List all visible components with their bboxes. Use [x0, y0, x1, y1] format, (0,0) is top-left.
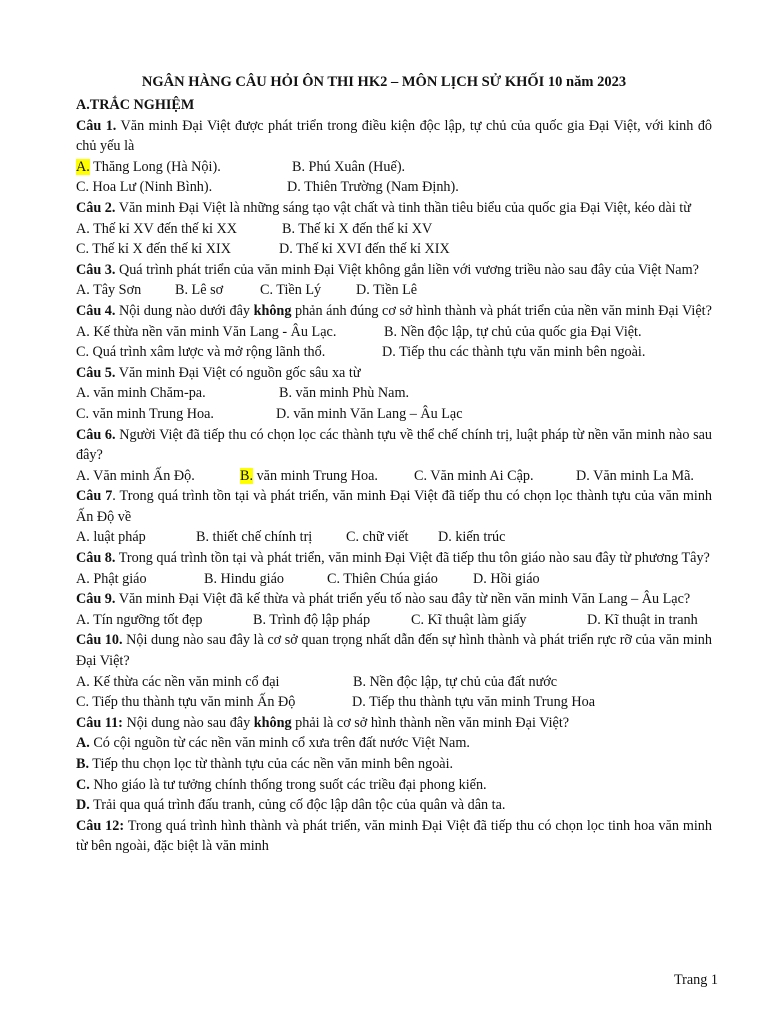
page-number: Trang 1 [673, 972, 718, 988]
q8-option-a: A. Phật giáo [76, 570, 147, 587]
q2-option-a: A. Thế kỉ XV đến thế kỉ XX [76, 220, 238, 237]
question-8: Câu 8. Trong quá trình tồn tại và phát triển, văn minh Đại Việt đã tiếp thu tôn giáo nào sau đây từ phương Tây? [76, 550, 710, 567]
question-2: Câu 2. Văn minh Đại Việt là những sáng tạo vật chất và tinh thần tiêu biểu của quốc gia Đại Việt, kéo dài từ [76, 199, 691, 216]
q4-option-a: A. Kế thừa nền văn minh Văn Lang - Âu Lạc. [76, 323, 337, 340]
q1-option-d: D. Thiên Trường (Nam Định). [287, 179, 459, 196]
q3-option-d: D. Tiền Lê [356, 282, 418, 299]
q1-options-row-2 [76, 177, 712, 198]
q4-option-d: D. Tiếp thu các thành tựu văn minh bên ngoài. [382, 344, 646, 361]
q11-option-b: B. Tiếp thu chọn lọc từ thành tựu của các nền văn minh bên ngoài. [76, 756, 454, 772]
document-title: NGÂN HÀNG CÂU HỎI ÔN THI HK2 – MÔN LỊCH SỬ KHỐI 10 năm 2023 [141, 74, 627, 90]
question-10: Câu 10. Nội dung nào sau đây là cơ sở quan trọng nhất dẫn đến sự hình thành và phát triển rực rỡ của văn minh Đại Việt? [76, 632, 712, 670]
q7-option-d: D. kiến trúc [438, 529, 506, 546]
q9-option-b: B. Trình độ lập pháp [253, 611, 371, 628]
q1-option-c: C. Hoa Lư (Ninh Bình). [76, 179, 213, 196]
q2-options-row-1 [76, 219, 712, 240]
q5-options-row-1 [76, 383, 712, 404]
q4-option-b: B. Nền độc lập, tự chủ của quốc gia Đại Việt. [384, 323, 642, 340]
q4-options-row-2 [76, 342, 712, 363]
question-3: Câu 3. Quá trình phát triển của văn minh Đại Việt không gắn liền với vương triều nào sau đây của Việt Nam? [76, 261, 699, 278]
q3-option-a: A. Tây Sơn [76, 282, 142, 299]
q10-options-row-2 [76, 692, 712, 713]
q3-options-row [76, 280, 712, 301]
q10-option-a: A. Kế thừa các nền văn minh cổ đại [76, 673, 280, 690]
q6-options-row [76, 466, 712, 487]
q11-option-c: C. Nho giáo là tư tưởng chính thống trong suốt các triều đại phong kiến. [76, 776, 487, 793]
question-5: Câu 5. Văn minh Đại Việt có nguồn gốc sâu xa từ [76, 364, 361, 381]
q8-options-row [76, 569, 712, 590]
q7-options-row [76, 527, 712, 548]
q4-options-row-1 [76, 322, 712, 343]
q9-option-c: C. Kĩ thuật làm giấy [411, 611, 527, 628]
question-7: Câu 7. Trong quá trình tồn tại và phát triển, văn minh Đại Việt đã tiếp thu có chọn lọc thành tựu của văn minh Ấn Độ về [76, 488, 713, 525]
q1-options-row-1 [76, 157, 712, 178]
q7-option-b: B. thiết chế chính trị [196, 529, 313, 546]
q1-option-b: B. Phú Xuân (Huế). [292, 158, 406, 175]
q6-option-c: C. Văn minh Ai Cập. [414, 467, 534, 484]
q3-option-b: B. Lê sơ [175, 282, 224, 299]
q8-option-d: D. Hồi giáo [473, 570, 540, 587]
q8-option-b: B. Hindu giáo [204, 570, 284, 587]
q6-option-a: A. Văn minh Ấn Độ. [76, 467, 195, 484]
q5-option-b: B. văn minh Phù Nam. [279, 385, 410, 402]
q10-options-row-1 [76, 672, 712, 693]
q2-option-d: D. Thế kỉ XVI đến thế kỉ XIX [279, 241, 450, 258]
q6-option-d: D. Văn minh La Mã. [576, 467, 694, 484]
q9-option-a: A. Tín ngưỡng tốt đẹp [76, 611, 203, 628]
q5-option-c: C. văn minh Trung Hoa. [76, 405, 214, 422]
q5-option-d: D. văn minh Văn Lang – Âu Lạc [276, 405, 463, 422]
q10-option-b: B. Nền độc lập, tự chủ của đất nước [353, 673, 558, 690]
q8-option-c: C. Thiên Chúa giáo [327, 570, 438, 587]
q9-options-row [76, 610, 712, 631]
q2-option-b: B. Thế kỉ X đến thế kỉ XV [282, 220, 433, 237]
document-content [76, 95, 712, 857]
q4-option-c: C. Quá trình xâm lược và mở rộng lãnh thổ. [76, 344, 326, 361]
q2-option-c: C. Thế kỉ X đến thế kỉ XIX [76, 241, 231, 258]
question-4: Câu 4. Nội dung nào dưới đây không phản ánh đúng cơ sở hình thành và phát triển của nền văn minh Đại Việt? [76, 302, 712, 319]
q10-option-d: D. Tiếp thu thành tựu văn minh Trung Hoa [352, 694, 595, 711]
q10-option-c: C. Tiếp thu thành tựu văn minh Ấn Độ [76, 694, 296, 711]
q5-option-a: A. văn minh Chăm-pa. [76, 385, 206, 402]
answer-highlight: A. [76, 158, 90, 175]
q3-option-c: C. Tiền Lý [260, 282, 322, 299]
question-11: Câu 11: Nội dung nào sau đây không phải là cơ sở hình thành nền văn minh Đại Việt? [76, 714, 570, 731]
q7-option-c: C. chữ viết [346, 529, 409, 546]
q11-option-d: D. Trải qua quá trình đấu tranh, củng cố độc lập dân tộc của quân và dân ta. [76, 797, 506, 814]
answer-highlight: B. [240, 467, 254, 484]
question-1: Câu 1. Văn minh Đại Việt được phát triển trong điều kiện độc lập, tự chủ của quốc gia Đại Việt, với kinh đô chủ yếu là [76, 117, 713, 155]
question-12: Câu 12: Trong quá trình hình thành và phát triển, văn minh Đại Việt đã tiếp thu có chọn lọc tinh hoa văn minh từ bên ngoài, đặc biệt là văn minh [76, 817, 712, 855]
q5-options-row-2 [76, 404, 712, 425]
q1-option-a: A. Thăng Long (Hà Nội). [76, 158, 221, 175]
q6-option-b: B. văn minh Trung Hoa. [240, 467, 378, 484]
q2-options-row-2 [76, 239, 712, 260]
section-heading: A.TRẮC NGHIỆM [76, 97, 195, 113]
question-9: Câu 9. Văn minh Đại Việt đã kế thừa và phát triển yếu tố nào sau đây từ nền văn minh Văn Lang – Âu Lạc? [76, 591, 691, 608]
q9-option-d: D. Kĩ thuật in tranh [587, 611, 698, 628]
q7-option-a: A. luật pháp [76, 529, 146, 546]
q11-option-a: A. Có cội nguồn từ các nền văn minh cổ xưa trên đất nước Việt Nam. [76, 735, 470, 752]
question-6: Câu 6. Người Việt đã tiếp thu có chọn lọc các thành tựu về thể chế chính trị, luật pháp từ nền văn minh nào sau đây? [76, 426, 713, 464]
